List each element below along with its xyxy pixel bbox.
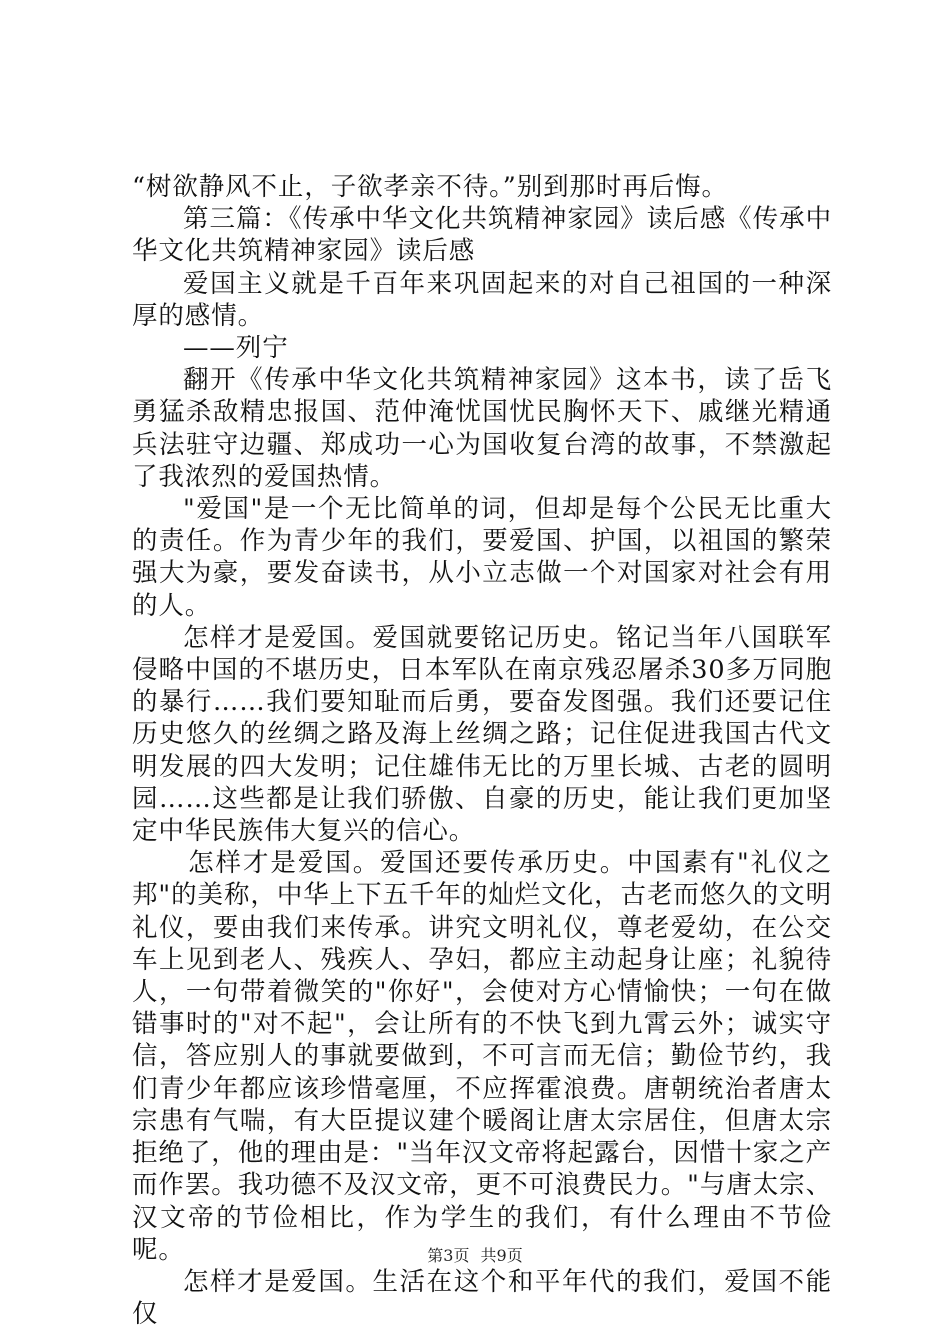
page-total: 共9页 [480,1246,523,1265]
paragraph-body: 怎样才是爱国。生活在这个和平年代的我们，爱国不能仅 [132,1266,832,1330]
paragraph-epigraph: 爱国主义就是千百年来巩固起来的对自己祖国的一种深厚的感情。 [132,268,832,331]
paragraph-body: "爱国"是一个无比简单的词，但却是每个公民无比重大的责任。作为青少年的我们，要爱国、护国，以祖国的繁荣强大为豪，要发奋读书，从小立志做一个对国家对社会有用的人。 [132,494,832,621]
paragraph-body: 怎样才是爱国。爱国就要铭记历史。铭记当年八国联军侵略中国的不堪历史，日本军队在南京残忍屠杀30多万同胞的暴行……我们要知耻而后勇，要奋发图强。我们还要记住历史悠久的丝绸之路及海上丝绸之路；记住促进我国古代文明发展的四大发明；记住雄伟无比的万里长城、古老的圆明园……这些都是让我们骄傲、自豪的历史，能让我们更加坚定中华民族伟大复兴的信心。 [132,622,832,847]
paragraph-attribution: ——列宁 [183,333,289,364]
document-body [132,171,832,1330]
paragraph-body: 翻开《传承中华文化共筑精神家园》这本书，读了岳飞勇猛杀敌精忠报国、范仲淹忧国忧民胸怀天下、戚继光精通兵法驻守边疆、郑成功一心为国收复台湾的故事，不禁激起了我浓烈的爱国热情。 [132,365,832,492]
page-footer [0,1243,950,1266]
paragraph-section-title: 第三篇：《传承中华文化共筑精神家园》读后感《传承中华文化共筑精神家园》读后感 [132,204,832,267]
paragraph-quote: “树欲静风不止，子欲孝亲不待。”别到那时再后悔。 [132,172,728,202]
page-number: 第3页 [427,1246,470,1265]
paragraph-body: 怎样才是爱国。爱国还要传承历史。中国素有"礼仪之邦"的美称，中华上下五千年的灿烂文化，古老而悠久的文明礼仪，要由我们来传承。讲究文明礼仪，尊老爱幼，在公交车上见到老人、残疾人、孕妇，都应主动起身让座；礼貌待人，一句带着微笑的"你好"，会使对方心情愉快；一句在做错事时的"对不起"，会让所有的不快飞到九霄云外；诚实守信，答应别人的事就要做到，不可言而无信；勤俭节约，我们青少年都应该珍惜毫厘，不应挥霍浪费。唐朝统治者唐太宗患有气喘，有大臣提议建个暖阁让唐太宗居住，但唐太宗拒绝了，他的理由是："当年汉文帝将起露台，因惜十家之产而作罢。我功德不及汉文帝，更不可浪费民力。"与唐太宗、汉文帝的节俭相比，作为学生的我们，有什么理由不节俭呢。 [132,848,832,1265]
